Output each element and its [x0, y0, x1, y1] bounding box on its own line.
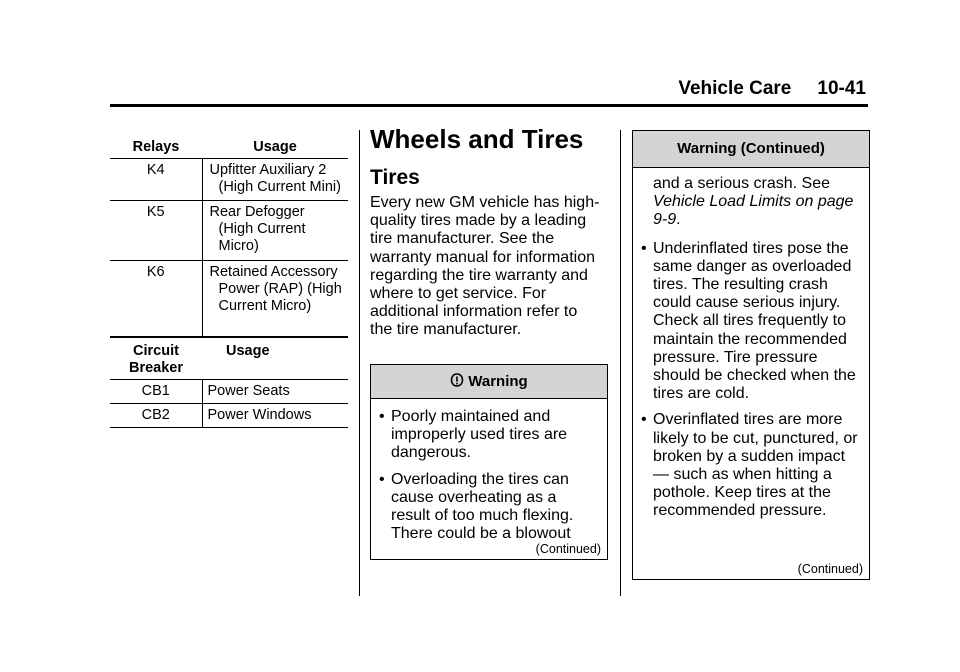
section-title: Vehicle Care	[678, 78, 792, 99]
breaker-usage: Power Seats	[202, 380, 348, 404]
warning-list	[371, 399, 607, 543]
relay-id: K4	[110, 159, 202, 201]
breaker-header: Circuit Breaker	[110, 338, 202, 380]
usage-header: Usage	[202, 136, 348, 159]
relay-usage: Rear Defogger (High Current Micro)	[202, 201, 348, 261]
cross-reference: Vehicle Load Limits on page 9-9	[653, 193, 854, 229]
table-row	[110, 380, 348, 404]
header-rule	[110, 104, 868, 107]
list-item	[635, 411, 863, 520]
subsection-heading: Tires	[370, 166, 420, 189]
column-divider-right	[620, 130, 621, 596]
breaker-usage: Power Windows	[202, 404, 348, 428]
warning-icon	[450, 368, 464, 401]
circuit-breakers-table	[110, 337, 348, 428]
tires-paragraph: Every new GM vehicle has high-quality tires made by a leading tire manufacturer. See the warranty manual for information regarding the tire warranty and where to get service. For additional information refer to the tire manufacturer.	[370, 194, 600, 339]
warning-continued-box	[632, 130, 870, 580]
bullet: •	[641, 239, 647, 257]
usage-header: Usage	[202, 338, 348, 380]
relays-header: Relays	[110, 136, 202, 159]
warning-box	[370, 364, 608, 560]
page-header	[0, 78, 866, 100]
list-item	[635, 240, 863, 404]
list-item	[373, 471, 599, 544]
relay-id: K6	[110, 261, 202, 337]
list-item-text: Overinflated tires are more likely to be cut, punctured, or broken by a sudden impact — such as when hitting a pothole. Keep tires at the recommended pressure.	[653, 411, 858, 520]
relay-usage: Retained Accessory Power (RAP) (High Current Micro)	[202, 261, 348, 337]
warning-title: Warning	[468, 373, 528, 390]
warning-continued-list	[633, 240, 869, 521]
intro-end: .	[676, 211, 681, 229]
list-item-text: Poorly maintained and improperly used tires are dangerous.	[391, 408, 568, 462]
list-item-text: Overloading the tires can cause overheating as a result of too much flexing. There could be a blowout	[391, 470, 574, 543]
bullet: •	[379, 470, 385, 488]
breaker-id: CB1	[110, 380, 202, 404]
bullet: •	[379, 408, 385, 425]
table-row	[110, 261, 348, 337]
intro-text: and a serious crash. See	[653, 175, 830, 192]
table-row	[110, 159, 348, 201]
warning-intro	[633, 168, 869, 230]
breaker-id: CB2	[110, 404, 202, 428]
warning-header	[371, 365, 607, 399]
section-heading: Wheels and Tires	[370, 124, 584, 154]
relays-table	[110, 136, 348, 337]
bullet: •	[641, 411, 647, 429]
relay-usage: Upfitter Auxiliary 2 (High Current Mini)	[202, 159, 348, 201]
list-item-text: Underinflated tires pose the same danger as overloaded tires. The resulting crash could cause serious injury. Check all tires frequently to maintain the recommended pressure. Tire pressure should be checked when the tires are cold.	[653, 239, 856, 403]
list-item	[373, 408, 599, 463]
warning-continued-header: Warning (Continued)	[633, 131, 869, 168]
column-divider-left	[359, 130, 360, 596]
table-row	[110, 404, 348, 428]
continued-label: (Continued)	[797, 562, 863, 576]
page-number: 10-41	[817, 78, 866, 99]
continued-label: (Continued)	[535, 542, 601, 556]
table-row	[110, 201, 348, 261]
relay-id: K5	[110, 201, 202, 261]
